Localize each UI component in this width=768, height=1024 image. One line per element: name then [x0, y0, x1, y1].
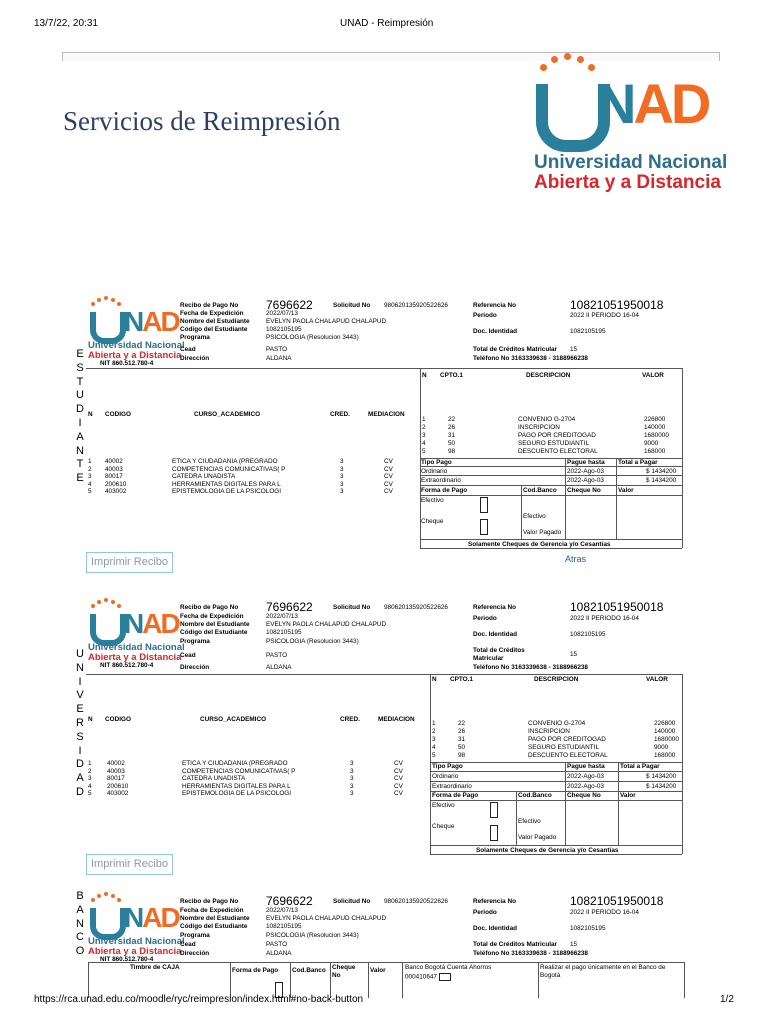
course-cell-curso: ETICA Y CIUDADANIA (PREGRADO: [182, 760, 288, 767]
course-cell-cred: 3: [350, 760, 354, 767]
logo-line2: Abierta y a Distancia: [534, 172, 721, 193]
concept-cell-valor: 9000: [644, 440, 659, 447]
efectivo-checkbox[interactable]: [490, 802, 498, 818]
course-cell-n: 5: [88, 790, 92, 798]
course-cell-curso: HERRAMIENTAS DIGITALES PARA L: [182, 782, 291, 790]
concept-cell-desc: INSCRIPCION: [518, 424, 560, 431]
concept-cell-n: 2: [432, 728, 436, 735]
course-cell-med: CV: [394, 782, 403, 790]
course-cell-n: 1: [88, 760, 92, 767]
concept-cell-valor: 1680000: [644, 432, 669, 439]
cheque-checkbox[interactable]: [480, 519, 488, 535]
concept-cell-cpto: 50: [448, 440, 456, 447]
course-cell-curso: ETICA Y CIUDADANIA (PREGRADO: [172, 458, 278, 465]
course-cell-codigo: 200610: [105, 480, 127, 488]
side-letter: I: [78, 675, 82, 688]
course-cell-curso: EPISTEMOLOGIA DE LA PSICOLOGI: [172, 488, 282, 496]
side-letter: O: [75, 945, 85, 958]
concept-cell-cpto: 22: [448, 416, 456, 423]
course-cell-med: CV: [384, 473, 393, 481]
course-cell-codigo: 403002: [107, 790, 129, 798]
course-cell-codigo: 40003: [107, 767, 125, 775]
concept-cell-desc: DESCUENTO ELECTORAL: [528, 752, 608, 759]
receipt-universidad: NAD Universidad Nacional Abierta y a Distancia NIT 860.512.780-4 Recibo de Pago No 7696622 Solicitud No 980620135920522626 Referencia No 10821051950018 Fecha de Expedición 2022/07/13 Periodo 2022 II PERIODO 16-04 Nombre del Estudiante EVELYN PAOLA CHALAPUD CHALAPUD Código del Estudiante 1082105195 Doc. Identidad 1082105195 Programa PSICOLOGIA (Resolucion 3443) Cead PASTO Total de Créditos Matricular 15 Dirección ALDANA Teléfono No 3163339638 - 3188966238 U N I V E R S I D A D N CODIGO CURSO_ACADEMICO CRED. MEDIACION N CPTO.1 DESCRIPCION VALOR Tipo Pago Pague hasta Total a Pagar Ordinario 2022-Ago-03 $ 1434200 Extraordinario 2022-Ago-03 $ 1434200 Forma de Pago Cod.Banco Cheque No Valor Efectivo Cheque Efectivo Valor Pagado Solamente Cheques de Gerencia y/o Cesantías Imprimir Recibo 1 40002 ETICA Y CIUDADANIA (PREGRADO 3 CV 2 40003 COMPETENCIAS COMUNICATIVAS( P 3 CV 3 80017 CATEDRA UNADISTA 3 CV 4 200610 HERRAMIENTAS DIGITALES PARA L 3 CV 5 403002 EPISTEMOLOGIA DE LA PSICOLOGI 3 CV 1 22 CONVENIO G-2704 226800 2 26 INSCRIPCION 140000 3 31 PAGO POR CREDITOGAD 1680000 4 50 SEGURO ESTUDIANTIL 9000 5 98 DESCUENTO ELECTORAL 168000: [0, 592, 768, 882]
concept-cell-valor: 226800: [654, 720, 676, 727]
course-cell-n: 2: [88, 767, 92, 775]
concept-cell-desc: INSCRIPCION: [528, 728, 570, 735]
side-letter: N: [76, 917, 84, 930]
side-letter: D: [76, 758, 84, 771]
side-letter: V: [76, 689, 84, 702]
side-letter: T: [76, 458, 84, 471]
concept-cell-valor: 1680000: [654, 736, 679, 743]
page-title: Servicios de Reimpresión: [63, 106, 341, 136]
course-cell-med: CV: [384, 465, 393, 473]
course-cell-cred: 3: [350, 775, 354, 783]
course-cell-med: CV: [384, 488, 393, 496]
concept-cell-cpto: 31: [458, 736, 466, 743]
course-cell-med: CV: [384, 458, 393, 465]
course-cell-cred: 3: [340, 488, 344, 496]
print-receipt-button[interactable]: Imprimir Recibo: [86, 552, 173, 573]
concept-cell-n: 2: [422, 424, 426, 431]
side-letter: N: [76, 444, 84, 457]
cheque-checkbox[interactable]: [490, 825, 498, 841]
course-cell-curso: HERRAMIENTAS DIGITALES PARA L: [172, 480, 281, 488]
course-cell-cred: 3: [340, 473, 344, 481]
concept-cell-n: 5: [432, 752, 436, 759]
unad-logo-word: NAD: [596, 72, 709, 135]
course-cell-n: 1: [88, 458, 92, 465]
course-cell-curso: COMPETENCIAS COMUNICATIVAS( P: [172, 465, 286, 473]
concept-cell-n: 3: [422, 432, 426, 439]
course-cell-codigo: 80017: [105, 473, 123, 481]
side-letter: A: [76, 772, 84, 785]
side-letter: D: [76, 403, 84, 416]
concept-cell-desc: PAGO POR CREDITOGAD: [518, 432, 596, 439]
print-page-title: UNAD - Reimpresión: [340, 18, 434, 29]
concept-cell-n: 4: [432, 744, 436, 751]
course-cell-curso: CATEDRA UNADISTA: [182, 775, 246, 783]
concept-cell-valor: 168000: [644, 448, 666, 455]
concept-cell-cpto: 26: [458, 728, 466, 735]
course-cell-cred: 3: [340, 480, 344, 488]
course-cell-cred: 3: [350, 782, 354, 790]
course-cell-codigo: 40003: [105, 465, 123, 473]
course-cell-codigo: 40002: [107, 760, 125, 767]
concept-cell-cpto: 50: [458, 744, 466, 751]
side-letter: E: [76, 472, 84, 485]
logo-line1: Universidad Nacional: [534, 152, 728, 173]
side-letter: N: [76, 661, 84, 674]
receipt-estudiante: NAD Universidad Nacional Abierta y a Distancia NIT 860.512.780-4 Recibo de Pago No 7696622 Solicitud No 980620135920522626 Referencia No 10821051950018 Fecha de Expedición 2022/07/13 Periodo 2022 II PERIODO 16-04 Nombre del Estudiante EVELYN PAOLA CHALAPUD CHALAPUD Código del Estudiante 1082105195 Doc. Identidad 1082105195 Programa PSICOLOGIA (Resolucion 3443) Cead PASTO Total de Créditos Matricular 15 Dirección ALDANA Teléfono No 3163339638 - 3188966238 E S T U D I A N T E N CODIGO CURSO_ACADEMICO CRED. MEDIACION N CPTO.1 DESCRIPCION VALOR Tipo Pago Pague hasta Total a Pagar Ordinario 2022-Ago-03 $ 1434200 Extraordinario 2022-Ago-03 $ 1434200 Forma de Pago Cod.Banco Cheque No Valor Efectivo Cheque Efectivo Valor Pagado Solamente Cheques de Gerencia y/o Cesantías Imprimir Recibo Atras 1 40002 ETICA Y CIUDADANIA (PREGRADO 3 CV 2 40003 COMPETENCIAS COMUNICATIVAS( P 3 CV 3 80017 CATEDRA UNADISTA 3 CV 4 200610 HERRAMIENTAS DIGITALES PARA L 3 CV 5 403002 EPISTEMOLOGIA DE LA PSICOLOGI 3 CV 1 22 CONVENIO G-2704 226800 2 26 INSCRIPCION 140000 3 31 PAGO POR CREDITOGAD 1680000 4 50 SEGURO ESTUDIANTIL 9000 5 98 DESCUENTO ELECTORAL 168000: [0, 290, 768, 580]
back-link[interactable]: Atras: [565, 554, 587, 564]
concept-cell-desc: CONVENIO G-2704: [528, 720, 586, 727]
course-cell-med: CV: [394, 790, 403, 798]
unad-logo-small: NAD Universidad Nacional Abierta y a Distancia NIT 860.512.780-4: [88, 296, 180, 366]
side-letter: T: [76, 375, 84, 388]
course-cell-cred: 3: [350, 767, 354, 775]
side-label-estudiante: [74, 348, 86, 486]
print-receipt-button[interactable]: Imprimir Recibo: [86, 854, 173, 875]
unad-logo-large: [530, 52, 728, 197]
side-letter: S: [76, 730, 84, 743]
concept-cell-valor: 140000: [644, 424, 666, 431]
side-letter: S: [76, 361, 84, 374]
course-cell-cred: 3: [340, 465, 344, 473]
print-page-count: 1/2: [720, 994, 734, 1005]
side-letter: E: [76, 348, 84, 360]
side-letter: I: [78, 744, 82, 757]
concept-cell-valor: 140000: [654, 728, 676, 735]
course-cell-med: CV: [394, 775, 403, 783]
course-cell-codigo: 80017: [107, 775, 125, 783]
print-url: https://rca.unad.edu.co/moodle/ryc/reimpresion/index.html#no-back-button: [34, 994, 364, 1005]
course-cell-codigo: 200610: [107, 782, 129, 790]
course-cell-n: 5: [88, 488, 92, 496]
concept-cell-desc: SEGURO ESTUDIANTIL: [528, 744, 600, 751]
side-letter: U: [76, 648, 84, 660]
course-cell-curso: EPISTEMOLOGIA DE LA PSICOLOGI: [182, 790, 292, 798]
course-cell-codigo: 40002: [105, 458, 123, 465]
unad-logo-small: NAD Universidad Nacional Abierta y a Distancia NIT 860.512.780-4: [88, 598, 180, 668]
course-cell-med: CV: [394, 760, 403, 767]
concept-cell-desc: DESCUENTO ELECTORAL: [518, 448, 598, 455]
concept-cell-cpto: 98: [458, 752, 466, 759]
efectivo-checkbox[interactable]: [480, 497, 488, 513]
concept-cell-cpto: 22: [458, 720, 466, 727]
receipt-banco: NAD Universidad Nacional Abierta y a Distancia NIT 860.512.780-4 Recibo de Pago No 7696622 Solicitud No 980620135920522626 Referencia No 10821051950018 Fecha de Expedición 2022/07/13 Periodo 2022 II PERIODO 16-04 Nombre del Estudiante EVELYN PAOLA CHALAPUD CHALAPUD Código del Estudiante 1082105195 Doc. Identidad 1082105195 Programa PSICOLOGIA (Resolucion 3443) Cead PASTO Total de Créditos Matricular 15 Dirección ALDANA Teléfono No 3163339638 - 3188966238 B A N C O Timbre de CAJA Forma de Pago Cod.Banco Cheque No Valor Banco Bogotá Cuenta Ahorros 000410647 Realizar el pago únicamente en el Banco de Bogotá: [0, 890, 768, 1000]
side-letter: B: [76, 890, 84, 902]
recibo-no: 7696622: [266, 298, 313, 312]
concept-cell-desc: PAGO POR CREDITOGAD: [528, 736, 606, 743]
course-cell-n: 4: [88, 480, 92, 488]
course-cell-med: CV: [394, 767, 403, 775]
course-cell-n: 4: [88, 782, 92, 790]
print-datetime: 13/7/22, 20:31: [34, 18, 98, 29]
concept-cell-desc: SEGURO ESTUDIANTIL: [518, 440, 590, 447]
side-letter: D: [76, 785, 84, 798]
side-letter: I: [78, 416, 82, 429]
course-cell-n: 3: [88, 473, 92, 481]
course-cell-cred: 3: [350, 790, 354, 798]
side-letter: R: [76, 716, 84, 729]
side-letter: A: [76, 430, 84, 443]
concept-cell-n: 1: [422, 416, 426, 423]
side-letter: C: [76, 931, 84, 944]
concept-cell-cpto: 98: [448, 448, 456, 455]
course-cell-med: CV: [384, 480, 393, 488]
concept-cell-desc: CONVENIO G-2704: [518, 416, 576, 423]
course-cell-n: 3: [88, 775, 92, 783]
concept-cell-valor: 168000: [654, 752, 676, 759]
course-cell-n: 2: [88, 465, 92, 473]
side-letter: A: [76, 903, 84, 916]
side-label-banco: [74, 890, 86, 959]
course-cell-curso: CATEDRA UNADISTA: [172, 473, 236, 481]
concept-cell-valor: 226800: [644, 416, 666, 423]
concept-cell-n: 4: [422, 440, 426, 447]
concept-cell-valor: 9000: [654, 744, 669, 751]
unad-logo-small: NAD Universidad Nacional Abierta y a Distancia NIT 860.512.780-4: [88, 892, 180, 962]
concept-cell-n: 3: [432, 736, 436, 743]
course-cell-curso: COMPETENCIAS COMUNICATIVAS( P: [182, 767, 296, 775]
concept-cell-cpto: 31: [448, 432, 456, 439]
course-cell-cred: 3: [340, 458, 344, 465]
concept-cell-n: 1: [432, 720, 436, 727]
concept-cell-cpto: 26: [448, 424, 456, 431]
side-letter: E: [76, 703, 84, 716]
concept-cell-n: 5: [422, 448, 426, 455]
course-cell-codigo: 403002: [105, 488, 127, 496]
side-label-universidad: [74, 648, 86, 800]
side-letter: U: [76, 389, 84, 402]
